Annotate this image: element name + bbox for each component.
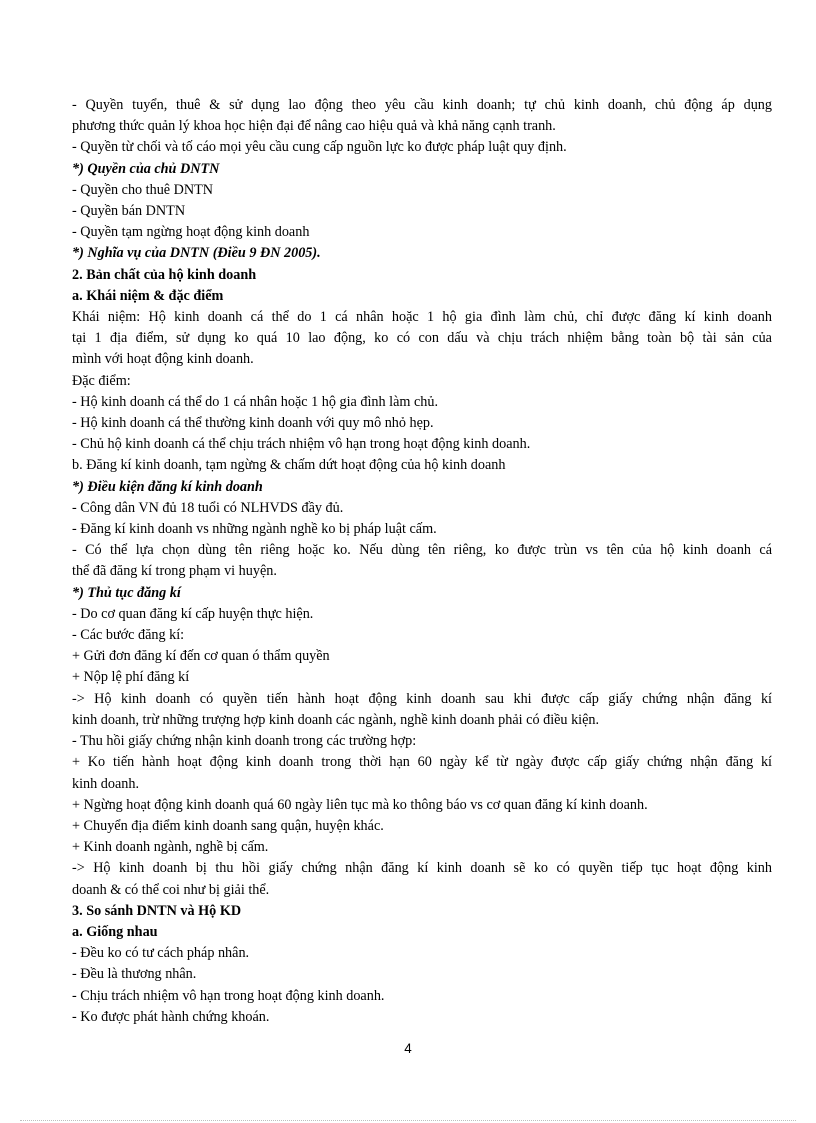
text-line: tại 1 địa điểm, sử dụng ko quá 10 lao động, ko có con dấu và chịu trách nhiệm bằng toàn bộ tài sản của xyxy=(72,330,772,347)
text-line: phương thức quản lý khoa học hiện đại để nâng cao hiệu quả và khả năng cạnh tranh. xyxy=(72,118,556,135)
text-line: - Hộ kinh doanh cá thể do 1 cá nhân hoặc 1 hộ gia đình làm chủ. xyxy=(72,393,439,410)
text-line: doanh & có thể coi như bị giải thể. xyxy=(72,881,270,898)
text-line: thể đã đăng kí trong phạm vi huyện. xyxy=(72,563,277,580)
text-line: - Hộ kinh doanh cá thể thường kinh doanh với quy mô nhỏ hẹp. xyxy=(72,415,434,432)
text-line: - Quyền cho thuê DNTN xyxy=(72,181,214,198)
text-line: 2. Bản chất của hộ kinh doanh xyxy=(72,266,257,283)
text-line: + Gửi đơn đăng kí đến cơ quan ó thẩm quyền xyxy=(72,648,330,665)
text-line: Đặc điểm: xyxy=(72,372,131,389)
text-line: 3. So sánh DNTN và Hộ KD xyxy=(72,902,242,919)
text-line: + Nộp lệ phí đăng kí xyxy=(72,669,190,686)
text-line: a. Khái niệm & đặc điểm xyxy=(72,287,224,304)
text-line: - Thu hồi giấy chứng nhận kinh doanh trong các trường hợp: xyxy=(72,733,417,750)
text-line: *) Điều kiện đăng kí kinh doanh xyxy=(72,478,263,495)
page-bottom-edge xyxy=(20,1120,796,1121)
text-line: a. Giống nhau xyxy=(72,923,158,940)
text-line: kinh doanh. xyxy=(72,775,139,792)
text-line: - Do cơ quan đăng kí cấp huyện thực hiện. xyxy=(72,605,314,622)
page-number: 4 xyxy=(404,1041,412,1056)
text-line: - Đều là thương nhân. xyxy=(72,966,197,983)
text-line: kinh doanh, trừ những trượng hợp kinh doanh các ngành, nghề kinh doanh phải có điều kiện. xyxy=(72,711,600,728)
text-line: *) Quyền của chủ DNTN xyxy=(72,160,220,177)
text-line: - Quyền tạm ngừng hoạt động kinh doanh xyxy=(72,224,310,241)
text-line: + Kinh doanh ngành, nghề bị cấm. xyxy=(72,839,269,856)
text-line: b. Đăng kí kinh doanh, tạm ngừng & chấm dứt hoạt động của hộ kinh doanh xyxy=(72,457,506,474)
text-line: + Ngừng hoạt động kinh doanh quá 60 ngày liên tục mà ko thông báo vs cơ quan đăng kí kinh doanh. xyxy=(72,796,648,813)
text-line: + Chuyển địa điểm kinh doanh sang quận, huyện khác. xyxy=(72,817,384,834)
text-line: - Quyền từ chối và tố cáo mọi yêu cầu cung cấp nguồn lực ko được pháp luật quy định. xyxy=(72,139,567,156)
document-body xyxy=(72,95,772,1028)
text-line: -> Hộ kinh doanh có quyền tiến hành hoạt động kinh doanh sau khi được cấp giấy chứng nhận đăng kí xyxy=(72,690,772,707)
text-line: - Quyền bán DNTN xyxy=(72,203,186,220)
text-line: - Quyền tuyển, thuê & sử dụng lao động theo yêu cầu kinh doanh; tự chủ kinh doanh, chủ động áp dụng xyxy=(72,97,772,113)
text-line: - Các bước đăng kí: xyxy=(72,627,185,644)
text-line: *) Thủ tục đăng kí xyxy=(72,584,181,601)
text-line: - Công dân VN đủ 18 tuổi có NLHVDS đầy đủ. xyxy=(72,499,344,516)
text-line: - Chủ hộ kinh doanh cá thể chịu trách nhiệm vô hạn trong hoạt động kinh doanh. xyxy=(72,436,531,453)
text-line: *) Nghĩa vụ của DNTN (Điều 9 ĐN 2005). xyxy=(72,245,321,262)
text-line: + Ko tiến hành hoạt động kinh doanh trong thời hạn 60 ngày kể từ ngày được cấp giấy chứng nhận đăng kí xyxy=(72,754,772,771)
text-line: -> Hộ kinh doanh bị thu hồi giấy chứng nhận đăng kí kinh doanh sẽ ko có quyền tiếp tục hoạt động kinh xyxy=(72,860,772,877)
text-line: - Chịu trách nhiệm vô hạn trong hoạt động kinh doanh. xyxy=(72,987,385,1004)
text-line: mình với hoạt động kinh doanh. xyxy=(72,351,254,368)
text-line: Khái niệm: Hộ kinh doanh cá thể do 1 cá nhân hoặc 1 hộ gia đình làm chủ, chỉ được đăng kí kinh doanh xyxy=(72,309,772,326)
text-line: - Ko được phát hành chứng khoán. xyxy=(72,1008,270,1025)
text-line: - Đều ko có tư cách pháp nhân. xyxy=(72,945,250,962)
text-line: - Đăng kí kinh doanh vs những ngành nghề ko bị pháp luật cấm. xyxy=(72,521,437,538)
text-line: - Có thể lựa chọn dùng tên riêng hoặc ko. Nếu dùng tên riêng, ko được trùn vs tên của hộ kinh doanh cá xyxy=(72,542,772,559)
